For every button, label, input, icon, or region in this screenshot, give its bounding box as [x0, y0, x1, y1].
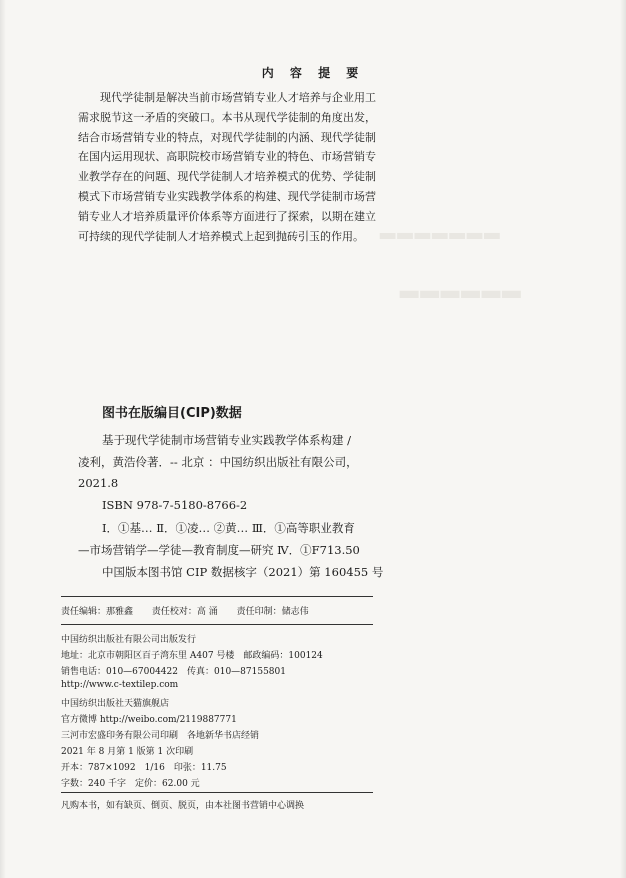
cip-line: —市场营销学—学徒—教育制度—研究 Ⅳ．①F713.50: [78, 543, 360, 557]
price-line: 字数：240 千字 定价：62.00 元: [61, 779, 200, 789]
right-edge-shadow: [620, 0, 626, 878]
left-edge-shadow: [0, 0, 6, 878]
publisher-phone: 销售电话：010—67004422 传真：010—87155801: [61, 667, 286, 677]
divider-line: [61, 792, 373, 793]
cip-line: 2021.8: [78, 476, 119, 490]
cip-line: Ⅰ．①基… Ⅱ．①凌… ②黄… Ⅲ．①高等职业教育: [102, 521, 355, 535]
publisher-weibo: 官方微博 http://weibo.com/2119887771: [61, 715, 237, 725]
cip-line: 基于现代学徒制市场营销专业实践教学体系构建 /: [102, 433, 352, 447]
format-line: 开本：787×1092 1/16 印张：11.75: [61, 763, 227, 773]
printer-line: 三河市宏盛印务有限公司印刷 各地新华书店经销: [61, 731, 260, 741]
responsible-editors: [61, 604, 325, 617]
responsible-printing: 责任印制：储志伟: [236, 607, 309, 617]
bleed-through-mark: ▂▂▂▂▂▂▂: [380, 215, 502, 239]
divider-line: [61, 624, 373, 625]
cip-line: 凌利，黄浩伶著．-- 北京 ：中国纺织出版社有限公司，: [78, 455, 358, 469]
abstract-body: 现代学徒制是解决当前市场营销专业人才培养与企业用工需求脱节这一矛盾的突破口。本书从现代学徒制的角度出发，结合市场营销专业的特点，对现代学徒制的内涵、现代学徒制在国内运用现状、高职院校市场营销专业的特色、市场营销专业教学存在的问题、现代学徒制人才培养模式的优势、学徒制模式下市场营销专业实践教学体系的构建、现代学徒制市场营销专业人才培养质量评价体系等方面进行了探索，以期在建立可持续的现代学徒制人才培养模式上起到抛砖引玉的作用。: [78, 91, 376, 243]
abstract-title: 内 容 提 要: [261, 66, 365, 80]
return-notice: 凡购本书，如有缺页、倒页、脱页，由本社图书营销中心调换: [61, 801, 305, 811]
publisher-website: http://www.c-textilep.com: [61, 680, 179, 690]
divider-line: [61, 596, 373, 597]
publisher-line: 中国纺织出版社有限公司出版发行: [61, 635, 197, 645]
responsible-editor: 责任编辑：那雅鑫: [61, 607, 134, 617]
bleed-through-mark: ▂▂▂▂▂▂: [400, 270, 523, 298]
cip-heading: 图书在版编目(CIP)数据: [102, 406, 242, 421]
edition-line: 2021 年 8 月第 1 版第 1 次印刷: [61, 747, 194, 757]
publisher-store: 中国纺织出版社天猫旗舰店: [61, 699, 170, 709]
responsible-proofreader: 责任校对：高 涌: [151, 607, 218, 617]
cip-line: ISBN 978-7-5180-8766-2: [102, 498, 248, 512]
cip-line: 中国版本图书馆 CIP 数据核字（2021）第 160455 号: [102, 565, 384, 579]
publisher-address: 地址：北京市朝阳区百子湾东里 A407 号楼 邮政编码：100124: [61, 651, 323, 661]
